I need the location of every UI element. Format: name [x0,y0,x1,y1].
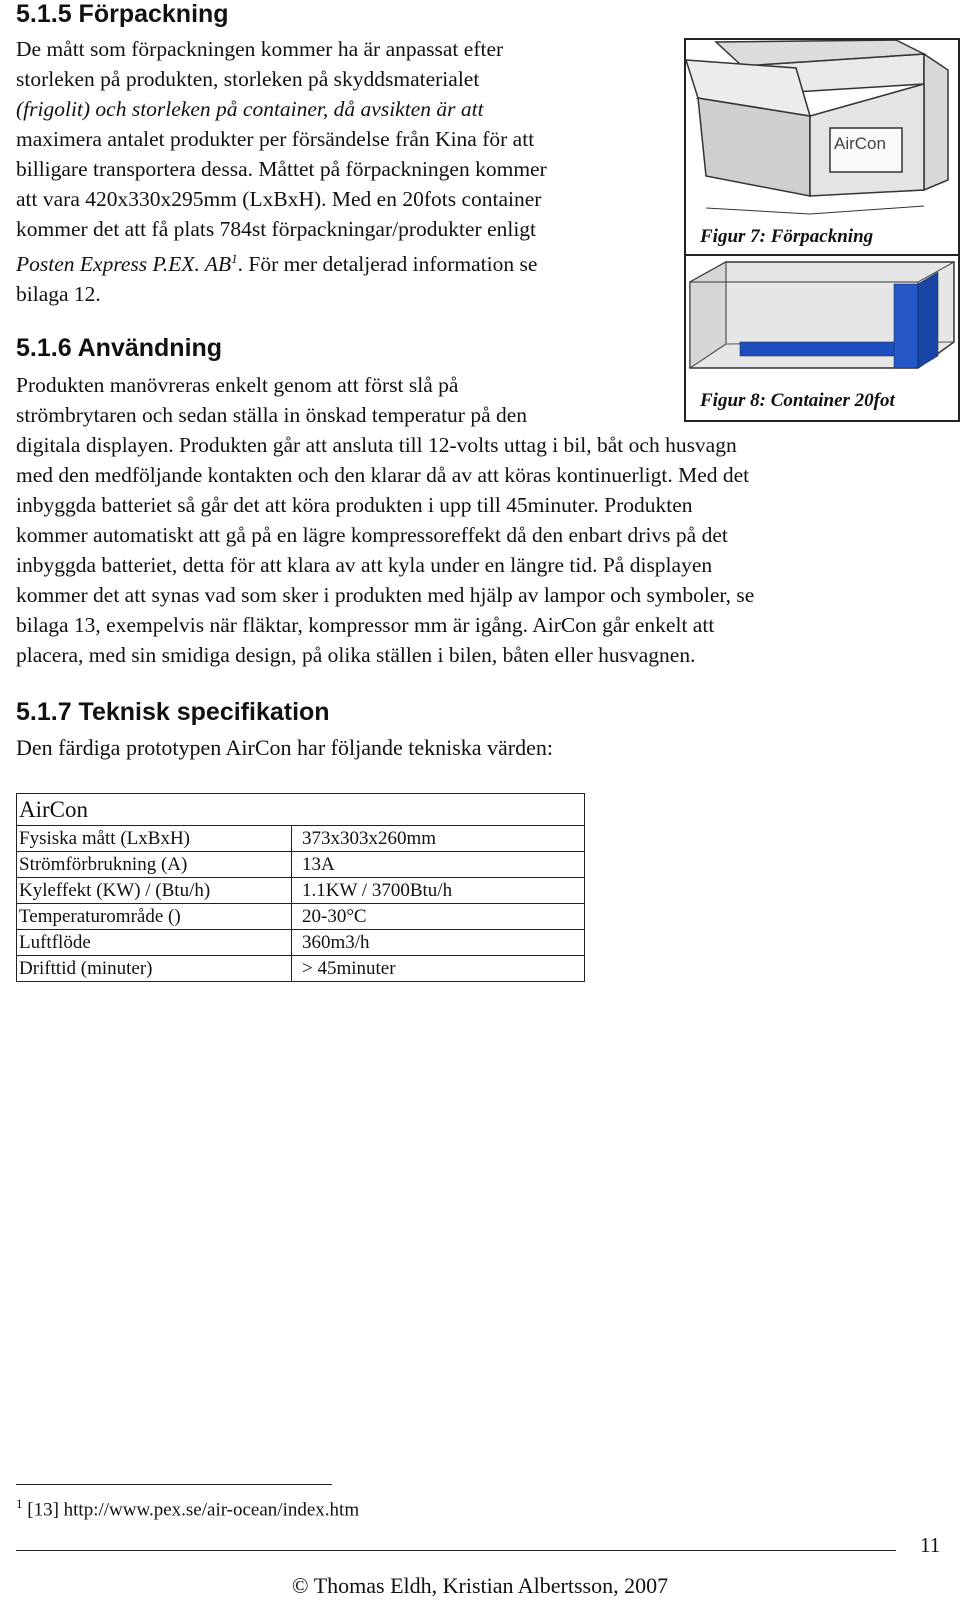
footnote-ref: 1 [231,251,238,266]
table-row [17,956,585,982]
paragraph-forpackning: De mått som förpackningen kommer ha är anpassat efter storleken på produkten, storleken på skyddsmaterialet (frigolit) och storleken på container, då avsikten är att maximera antalet produkter per försändelse från Kina för att billigare transportera dessa. Måttet på förpackningen kommer att vara 420x330x295mm (LxBxH). Med en 20fots container kommer det att få plats 784st förpackningar/produkter enligt Posten Express P.EX. $AB^1$. För mer detaljerad information se bilaga 12. [16,37,547,307]
figure-7-caption: Figur 7: Förpackning [700,226,874,247]
footnote-marker: 1 [16,1496,23,1511]
box-logo-text: AirCon [834,134,886,153]
spec-table-title: AirCon [17,794,585,826]
table-row [17,904,585,930]
footnote-divider [16,1484,332,1485]
footer-divider [16,1550,896,1551]
figure-8-caption: Figur 8: Container 20fot [700,390,895,411]
footnote [16,1496,359,1521]
spec-label: Drifttid (minuter) [17,956,292,982]
spec-label: Strömförbrukning (A) [17,852,292,878]
page-number: 11 [920,1533,941,1557]
spec-value: 1.1KW / 3700Btu/h [292,878,585,904]
heading-5-1-7: 5.1.7 Teknisk specifikation [16,698,330,726]
table-row [17,878,585,904]
box-illustration [686,40,958,220]
spec-value: 360m3/h [292,930,585,956]
copyright: © Thomas Eldh, Kristian Albertsson, 2007 [291,1573,669,1598]
table-row [17,826,585,852]
spec-value: > 45minuter [292,956,585,982]
table-row [17,930,585,956]
spec-table [16,793,585,982]
container-illustration [686,256,958,388]
spec-label: Temperaturområde () [17,904,292,930]
spec-label: Kyleffekt (KW) / (Btu/h) [17,878,292,904]
spec-value: 13A [292,852,585,878]
spec-value: 373x303x260mm [292,826,585,852]
spec-intro: Den färdiga prototypen AirCon har följande tekniska värden: [16,735,554,760]
footnote-text[interactable]: [13] http://www.pex.se/air-ocean/index.htm [27,1499,360,1521]
spec-label: Fysiska mått (LxBxH) [17,826,292,852]
heading-5-1-6: 5.1.6 Användning [16,334,223,362]
figure-7 [684,38,960,256]
heading-5-1-5: 5.1.5 Förpackning [16,0,229,28]
paragraph-anvandning: Produkten manövreras enkelt genom att först slå på strömbrytaren och sedan ställa in önskad temperatur på den digitala displayen. Produkten går att ansluta till 12-volts uttag i bil, båt och husvagn med den medföljande kontakten och den klarar då av att köras kontinuerligt. Med det inbyggda batteriet så går det att köra produkten i upp till 45minuter. Produkten kommer automatiskt att gå på en lägre kompressoreffekt då den enbart drivs på det inbyggda batteriet, detta för att klara av att kyla under en längre tid. På displayen kommer det att synas vad som sker i produkten med hjälp av lampor och symboler, se bilaga 13, exempelvis när fläktar, kompressor mm är igång. AirCon går enkelt att placera, med sin smidiga design, på olika ställen i bilen, båten eller husvagnen. [16,373,755,667]
spec-label: Luftflöde [17,930,292,956]
table-row [17,852,585,878]
spec-table-title-row [17,794,585,826]
spec-value: 20-30°C [292,904,585,930]
